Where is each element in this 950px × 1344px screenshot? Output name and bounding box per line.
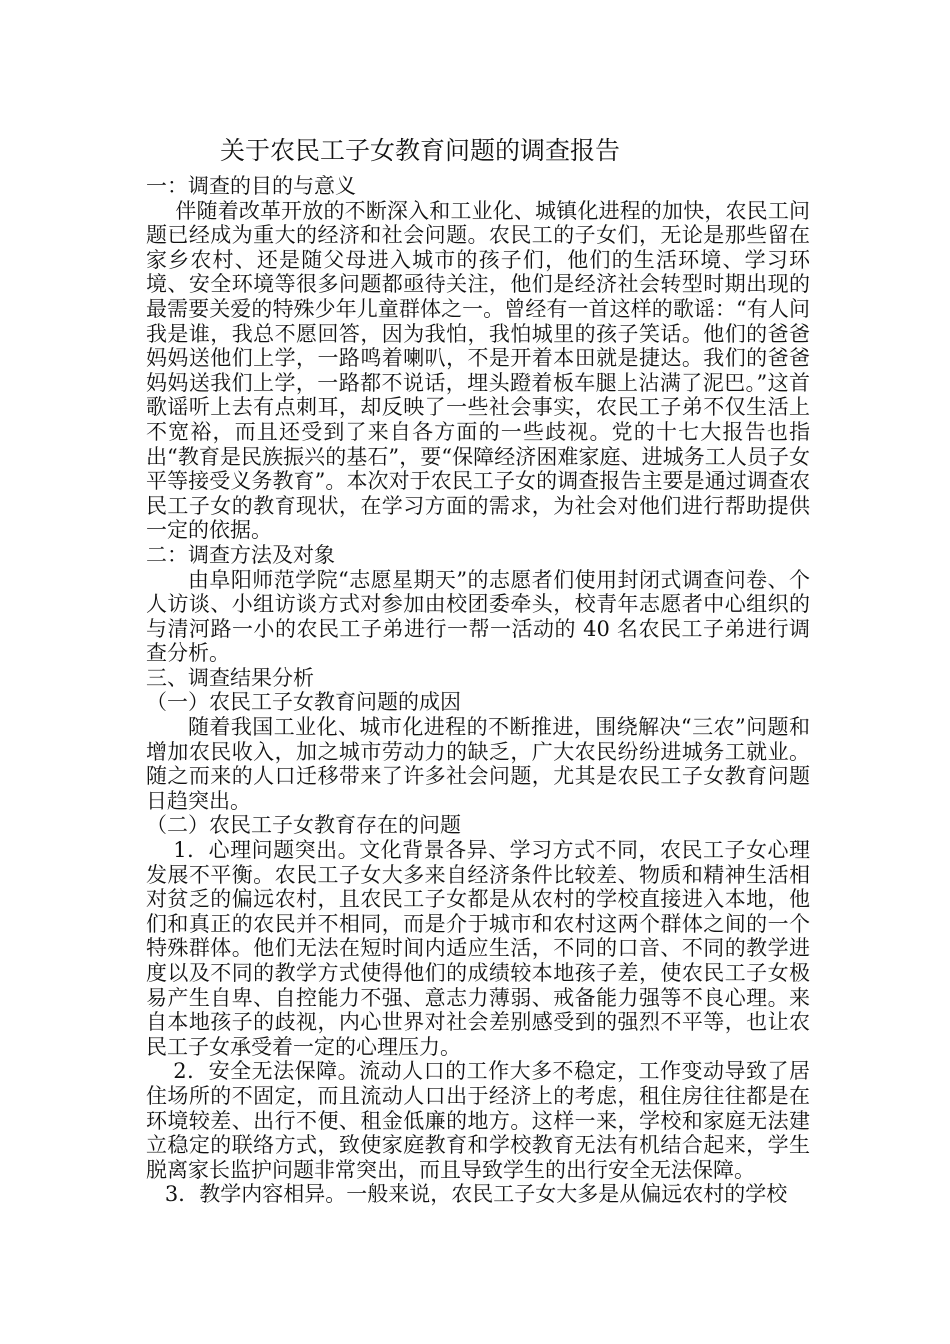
problem-item-1: 1．心理问题突出。文化背景各异、学习方式不同，农民工子女心理发展不平衡。农民工子女大多来自经济条件比较差、物质和精神生活相对贫乏的偏远农村，且农民工子女都是从农村的学校直接进入本地，他们和真正的农民并不相同，而是介于城市和农村这两个群体之间的一个特殊群体。他们无法在短时间内适应生活，不同的口音、不同的教学进度以及不同的教学方式使得他们的成绩较本地孩子差，使农民工子女极易产生自卑、自控能力不强、意志力薄弱、戒备能力强等不良心理。来自本地孩子的歧视，内心世界对社会差别感受到的强烈不平等，也让农民工子女承受着一定的心理压力。 <box>146 838 810 1059</box>
document-title: 关于农民工子女教育问题的调查报告 <box>220 136 621 165</box>
section-3-heading: 三、调查结果分析 <box>146 665 314 690</box>
subsection-2-heading: （二）农民工子女教育存在的问题 <box>146 813 461 838</box>
subsection-1-heading: （一）农民工子女教育问题的成因 <box>146 690 461 715</box>
section-1-paragraph: 伴随着改革开放的不断深入和工业化、城镇化进程的加快，农民工问题已经成为重大的经济和社会问题。农民工的子女们，无论是那些留在家乡农村、还是随父母进入城市的孩子们，他们的生活环境、学习环境、安全环境等很多问题都亟待关注，他们是经济社会转型时期出现的最需要关爱的特殊少年儿童群体之一。曾经有一首这样的歌谣：“有人问我是谁，我总不愿回答，因为我怕，我怕城里的孩子笑话。他们的爸爸妈妈送他们上学，一路鸣着喇叭，不是开着本田就是捷达。我们的爸爸妈妈送我们上学，一路都不说话，埋头蹬着板车腿上沾满了泥巴。”这首歌谣听上去有点刺耳，却反映了一些社会事实，农民工子弟不仅生活上不宽裕，而且还受到了来自各方面的一些歧视。党的十七大报告也指出“教育是民族振兴的基石”，要“保障经济困难家庭、进城务工人员子女平等接受义务教育”。本次对于农民工子女的调查报告主要是通过调查农民工子女的教育现状，在学习方面的需求，为社会对他们进行帮助提供一定的依据。 <box>146 198 810 543</box>
document-page <box>146 134 810 1207</box>
section-1-heading: 一：调查的目的与意义 <box>146 174 356 198</box>
problem-item-2: 2．安全无法保障。流动人口的工作大多不稳定，工作变动导致了居住场所的不固定，而且流动人口出于经济上的考虑，租住房往往都是在环境较差、出行不便、租金低廉的地方。这样一来，学校和家庭无法建立稳定的联络方式，致使家庭教育和学校教育无法有机结合起来，学生脱离家长监护问题非常突出，而且导致学生的出行安全无法保障。 <box>146 1059 810 1182</box>
subsection-1-paragraph: 随着我国工业化、城市化进程的不断推进，围绕解决“三农”问题和增加农民收入，加之城市劳动力的缺乏，广大农民纷纷进城务工就业。随之而来的人口迁移带来了许多社会问题，尤其是农民工子女教育问题日趋突出。 <box>146 715 810 813</box>
problem-item-3: 3．教学内容相异。一般来说，农民工子女大多是从偏远农村的学校 <box>164 1182 788 1207</box>
section-2-heading: 二：调查方法及对象 <box>146 542 335 567</box>
section-2-paragraph: 由阜阳师范学院“志愿星期天”的志愿者们使用封闭式调查问卷、个人访谈、小组访谈方式对参加由校团委牵头，校青年志愿者中心组织的与清河路一小的农民工子弟进行一帮一活动的 40 名农民工子弟进行调查分析。 <box>146 567 810 666</box>
